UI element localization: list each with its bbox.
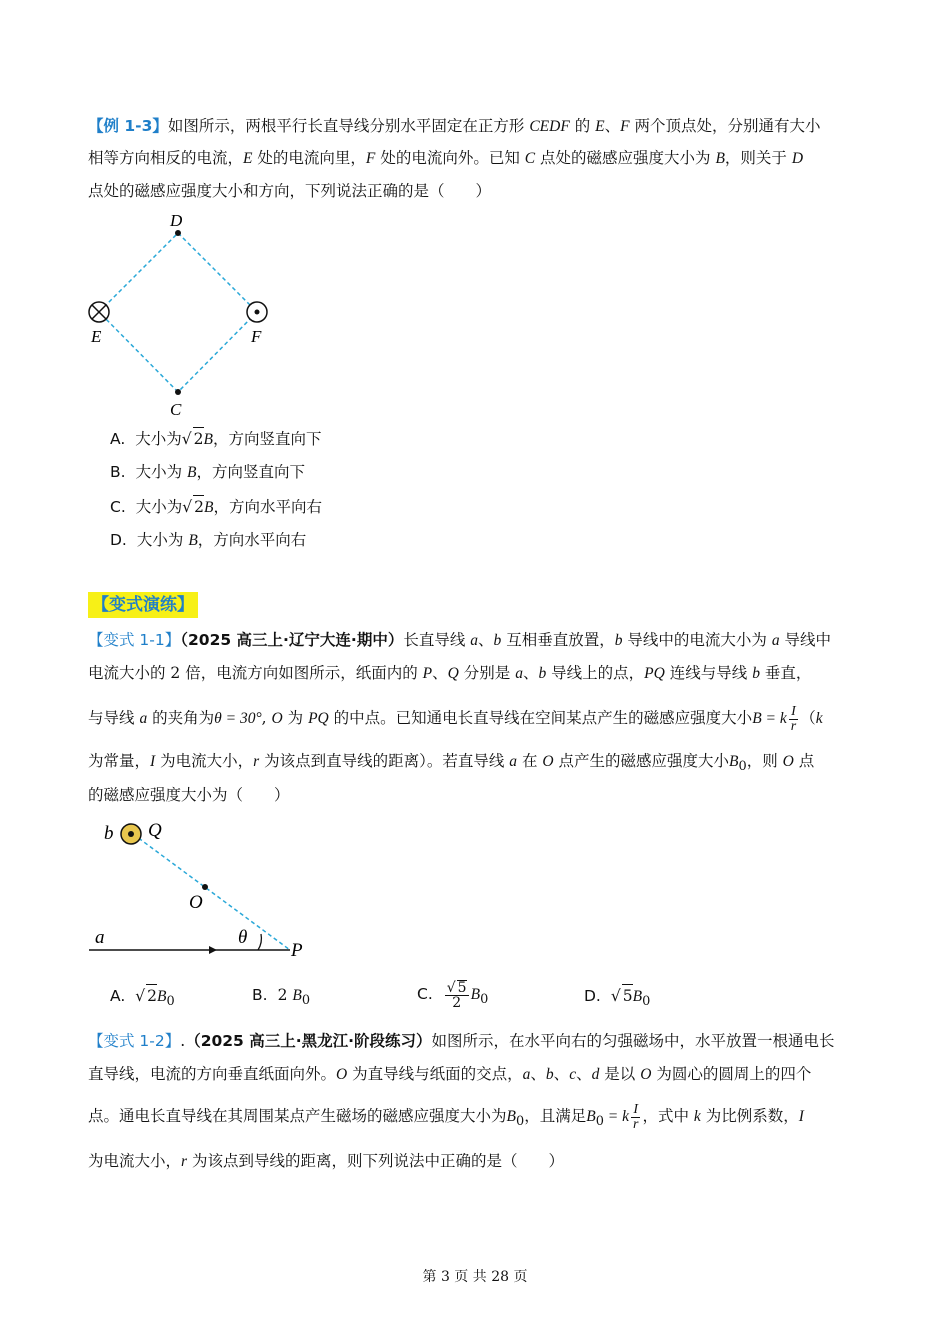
- v2-line-2: 直导线，电流的方向垂直纸面向外。O 为直导线与纸面的交点，a、b、c、d 是以 O 为圆心的圆周上的四个: [88, 1065, 812, 1083]
- v1-tag: 【变式 1-1】: [88, 631, 181, 649]
- square-dashed-lines: [99, 233, 257, 392]
- label-c: C: [170, 400, 182, 419]
- example-option-a[interactable]: A. 大小为√ 2B，方向竖直向下: [110, 427, 322, 451]
- v1-option-a[interactable]: A. √ $2B_0$: [110, 984, 175, 1013]
- v1-option-b[interactable]: B. 2 $B_0$: [252, 986, 311, 1009]
- page-footer: 第 3 页 共 28 页: [422, 1269, 528, 1285]
- v1-option-c-fraction: $\frac{√ 5}{2}$: [446, 980, 467, 1011]
- angle-arc: [258, 934, 261, 950]
- point-c: [175, 389, 181, 395]
- v1-line-3: 与导线 a 的夹角为θ = 30°, O 为 PQ 的中点。已知通电长直导线在空间某点产生的磁感应强度大小B = k $\frac{I}{r}$ （k: [88, 703, 823, 734]
- point-d: [175, 230, 181, 236]
- wire-b-out-icon: [121, 824, 141, 844]
- v1-line-5: 的磁感应强度大小为（ ）: [88, 786, 290, 804]
- label-p: P: [291, 940, 303, 961]
- label-f: F: [251, 327, 262, 346]
- example-option-b[interactable]: B. 大小为 B，方向竖直向下: [110, 463, 305, 481]
- arrow-right-icon: [209, 946, 217, 954]
- wires-figure: [85, 812, 345, 962]
- v2-line-3: 点。通电长直导线在其周围某点产生磁场的磁感应强度大小为$B_0$，且满足$B_0 = k$ $\frac{I}{r}$ ，式中 k 为比例系数，I: [88, 1101, 804, 1132]
- v2-line-4: 为电流大小，r 为该点到导线的距离，则下列说法中正确的是（ ）: [88, 1152, 564, 1170]
- label-q: Q: [148, 820, 162, 841]
- v1-option-d[interactable]: D. √ $5B_0$: [584, 984, 650, 1013]
- example-line-2: 相等方向相反的电流，E 处的电流向里，F 处的电流向外。已知 C 点处的磁感应强度大小为 B，则关于 D: [88, 149, 804, 167]
- label-theta: θ: [238, 927, 248, 948]
- label-a: a: [95, 927, 105, 948]
- label-e: E: [91, 327, 102, 346]
- example-tag: 【例 1-3】: [88, 117, 168, 135]
- pq-dashed-line: [133, 834, 290, 950]
- example-line-3: 点处的磁感应强度大小和方向，下列说法正确的是（ ）: [88, 182, 492, 200]
- v1-option-c[interactable]: C. $\frac{√ 5}{2}$ $B_0$: [417, 980, 489, 1011]
- square-figure: [80, 205, 280, 420]
- example-option-d[interactable]: D. 大小为 B，方向水平向右: [110, 531, 307, 549]
- section-title: 【变式演练】: [88, 592, 198, 618]
- example-option-c[interactable]: C. 大小为√ 2B，方向水平向右: [110, 495, 322, 519]
- v1-line-2: 电流大小的 2 倍，电流方向如图所示，纸面内的 P、Q 分别是 a、b 导线上的点，PQ 连线与导线 b 垂直，: [88, 664, 812, 682]
- label-b: b: [104, 823, 114, 844]
- v1-line-4: 为常量，I 为电流大小，r 为该点到直导线的距离）。若直导线 a 在 O 点产生的磁感应强度大小$B_0$，则 O 点: [88, 752, 815, 775]
- current-out-icon: [247, 302, 267, 322]
- label-o: O: [189, 892, 203, 913]
- label-d: D: [170, 211, 183, 230]
- v1-line-1: 【变式 1-1】（2025 高三上·辽宁大连·期中）长直导线 a、b 互相垂直放置，b 导线中的电流大小为 a 导线中: [88, 631, 832, 649]
- v2-line-1: 【变式 1-2】.（2025 高三上·黑龙江·阶段练习）如图所示，在水平向右的匀强磁场中，水平放置一根通电长: [88, 1032, 835, 1050]
- current-into-icon: [89, 302, 109, 322]
- point-o: [202, 884, 208, 890]
- v2-tag: 【变式 1-2】: [88, 1032, 181, 1050]
- example-line-1: 【例 1-3】如图所示，两根平行长直导线分别水平固定在正方形 CEDF 的 E、F 两个顶点处，分别通有大小: [88, 117, 821, 135]
- v2-formula-fraction: $\frac{I}{r}$: [633, 1101, 639, 1132]
- v1-formula-fraction: $\frac{I}{r}$: [790, 703, 797, 734]
